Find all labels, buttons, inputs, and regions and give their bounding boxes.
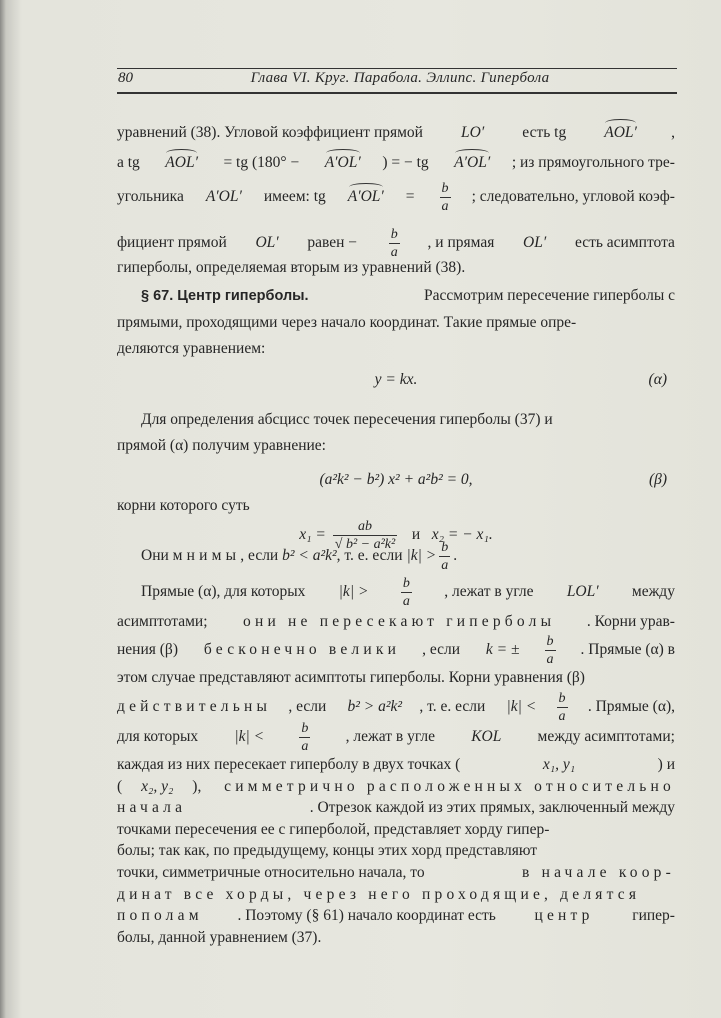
emphasized-text: начала	[117, 799, 187, 816]
math-expression: |k| >	[338, 583, 369, 600]
text-run: . Отрезок каждой из этих прямых, заключенный между	[309, 799, 675, 816]
denominator: a	[390, 244, 398, 260]
math-expression: x₁ =	[299, 526, 330, 543]
numerator: b	[558, 690, 566, 706]
emphasized-text: мнимы	[172, 547, 241, 564]
math-expression: x₂, y₂	[141, 778, 174, 795]
text-run: , т. е. если	[419, 698, 490, 715]
text-line	[117, 927, 675, 949]
text-line	[117, 575, 675, 609]
math-expression: b² < a²k²	[282, 547, 337, 564]
text-line	[117, 819, 675, 841]
text-run: , лежат в угле	[444, 583, 538, 600]
text-run: , и прямая	[427, 234, 499, 251]
text-run: = tg (180° −	[219, 154, 304, 171]
text-run: и	[400, 526, 432, 543]
text-line	[117, 152, 675, 174]
text-run: .	[453, 547, 458, 564]
text-run: =	[401, 188, 419, 205]
denominator: √ b² − a²k²	[334, 536, 396, 552]
text-run: корни которого суть	[117, 497, 250, 514]
angle-expression: A′OL′	[348, 186, 384, 208]
numerator: b	[441, 180, 449, 196]
text-line	[117, 285, 675, 307]
denominator: a	[402, 593, 410, 609]
text-run: . Поэтому (§ 61) начало координат есть	[237, 907, 500, 924]
fraction	[545, 633, 556, 668]
math-expression: LOL′	[566, 583, 599, 600]
running-header-title: Глава VI. Круг. Парабола. Эллипс. Гипербола	[250, 70, 550, 86]
numerator: ab	[357, 518, 372, 534]
text-run: прямой (α) получим уравнение:	[117, 437, 326, 454]
text-run: , т. е. если	[336, 547, 407, 564]
fraction	[557, 690, 568, 725]
text-run: асимптотами;	[117, 613, 212, 630]
text-run: ) = − tg	[382, 154, 433, 171]
text-line	[117, 884, 675, 906]
math-expression: (a²k² − b²) x² + a²b² = 0,	[319, 471, 473, 488]
text-run: имеем: tg	[259, 188, 330, 205]
math-expression: |k| <	[506, 698, 537, 715]
text-run: ; следовательно, угловой коэф-	[471, 188, 675, 205]
text-line	[117, 667, 675, 689]
text-run: ; из прямоугольного тре-	[511, 154, 675, 171]
denominator: a	[441, 557, 449, 573]
angle-expression: A′OL′	[454, 152, 490, 174]
text-line	[117, 226, 675, 260]
fraction	[439, 539, 450, 574]
text-line	[117, 840, 675, 862]
text-run: а tg	[117, 154, 144, 171]
text-run: прямыми, проходящими через начало координат. Такие прямые опре-	[117, 314, 577, 331]
emphasized-text: динат все хорды, через него проходящие, делятся	[117, 886, 641, 903]
equation-line	[117, 518, 675, 552]
text-line	[117, 122, 675, 144]
angle-expression: A′OL′	[325, 152, 361, 174]
text-line	[117, 180, 675, 214]
math-expression: |k| >	[406, 547, 437, 564]
text-line	[117, 435, 675, 457]
math-expression: y = kx.	[374, 371, 418, 388]
numerator: b	[402, 575, 410, 591]
text-run: (	[117, 778, 123, 795]
text-run: ) и	[657, 756, 675, 773]
text-run: . Прямые (α) в	[580, 641, 675, 658]
text-run: . Корни урав-	[586, 613, 675, 630]
text-run: угольника	[117, 188, 188, 205]
math-expression: b² > a²k²	[347, 698, 403, 715]
numerator: b	[390, 226, 398, 242]
text-line	[117, 690, 675, 724]
text-line	[117, 754, 675, 776]
math-expression: OL′	[255, 234, 279, 251]
emphasized-text: в начале коор-	[521, 864, 675, 881]
emphasized-text: действительны	[117, 698, 272, 715]
text-line	[117, 776, 675, 798]
denominator: a	[301, 738, 309, 754]
text-run: болы, данной уравнением (37).	[117, 929, 322, 946]
fraction	[401, 575, 412, 610]
math-expression: KOL	[471, 728, 502, 745]
denominator: a	[441, 198, 449, 214]
text-run: каждая из них пересекает гиперболу в двух точках (	[117, 756, 461, 773]
section-heading: § 67. Центр гиперболы.	[141, 288, 309, 304]
denominator: a	[546, 651, 554, 667]
text-run: Рассмотрим пересечение гиперболы с	[420, 287, 675, 304]
emphasized-text: они не пересекают гиперболы	[243, 613, 556, 630]
emphasized-text: центр	[534, 907, 594, 924]
emphasized-text: пополам	[117, 907, 203, 924]
angle-expression: AOL′	[165, 152, 198, 174]
text-run: Прямые (α), для которых	[141, 583, 310, 600]
math-expression: x₂ = − x₁.	[431, 526, 493, 543]
text-run: равен −	[303, 234, 361, 251]
text-line	[117, 409, 675, 431]
numerator: b	[301, 720, 309, 736]
text-line	[117, 495, 675, 517]
emphasized-text: бесконечно велики	[203, 641, 401, 658]
text-run: , если	[422, 641, 464, 658]
text-run: уравнений (38). Угловой коэффициент прямой	[117, 124, 427, 141]
text-run: деляются уравнением:	[117, 340, 266, 357]
text-line	[117, 633, 675, 667]
math-expression: OL′	[523, 234, 547, 251]
text-run: . Прямые (α),	[587, 698, 675, 715]
text-run: для которых	[117, 728, 203, 745]
header-rule-bottom	[117, 92, 677, 94]
equation-label: (α)	[648, 371, 667, 388]
emphasized-text: симметрично расположенных относительно	[224, 778, 675, 795]
math-expression: k = ±	[485, 641, 520, 658]
text-line	[117, 312, 675, 334]
text-run: Они	[141, 547, 173, 564]
numerator: b	[441, 539, 449, 555]
text-line	[117, 862, 675, 884]
text-run: болы; так как, по предыдущему, концы этих хорд представляют	[117, 842, 538, 859]
text-run: ),	[192, 778, 206, 795]
text-run: между асимптотами;	[533, 728, 675, 745]
page-number: 80	[118, 70, 133, 86]
text-run: гипер-	[628, 907, 675, 924]
text-run: есть tg	[518, 124, 571, 141]
text-run: есть асимптота	[571, 234, 675, 251]
text-line	[117, 338, 675, 360]
text-line	[117, 611, 675, 633]
text-line	[117, 720, 675, 754]
math-expression: |k| <	[234, 728, 265, 745]
text-line	[117, 539, 675, 573]
text-run: точками пересечения ее с гиперболой, представляет хорду гипер-	[117, 821, 550, 838]
fraction	[389, 226, 400, 261]
text-run: Для определения абсцисс точек пересечения гиперболы (37) и	[141, 411, 553, 428]
text-run: нения (β)	[117, 641, 182, 658]
text-line	[117, 797, 675, 819]
text-run: между	[628, 583, 675, 600]
fraction	[299, 720, 310, 755]
text-run: фициент прямой	[117, 234, 231, 251]
math-expression: A′OL′	[205, 188, 242, 205]
fraction	[440, 180, 451, 215]
equation-line	[117, 369, 675, 391]
text-run: , если	[240, 547, 283, 564]
text-line	[117, 257, 675, 279]
denominator: a	[558, 708, 566, 724]
math-expression: LO′	[461, 124, 485, 141]
header-rule-top	[117, 68, 677, 69]
equation-line	[117, 469, 675, 491]
angle-expression: AOL′	[604, 122, 637, 144]
text-run: гиперболы, определяемая вторым из уравнений (38).	[117, 259, 466, 276]
text-run: , лежат в угле	[345, 728, 439, 745]
numerator: b	[546, 633, 554, 649]
text-run: , если	[288, 698, 331, 715]
text-run: точки, симметричные относительно начала, то	[117, 864, 429, 881]
text-run: ,	[671, 124, 675, 141]
text-run: этом случае представляют асимптоты гиперболы. Корни уравнения (β)	[117, 669, 585, 686]
equation-label: (β)	[648, 471, 667, 488]
text-line	[117, 905, 675, 927]
math-expression: x₁, y₁	[542, 756, 576, 773]
